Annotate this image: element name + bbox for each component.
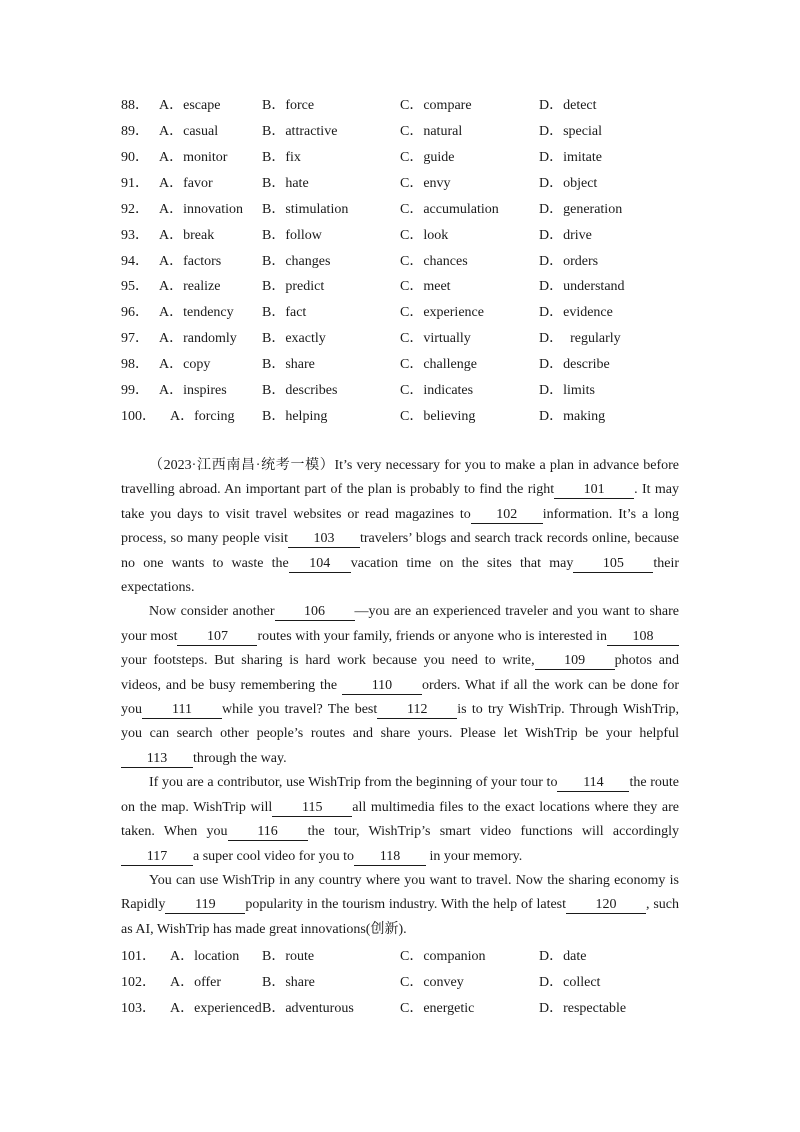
blank-116: 116 <box>228 824 308 841</box>
option-c: C．natural <box>400 124 463 139</box>
blank-104: 104 <box>289 556 351 573</box>
option-b: B．fix <box>262 150 301 165</box>
option-c: C．compare <box>400 98 472 113</box>
question-number: 94． <box>121 254 149 269</box>
option-d: D．date <box>539 949 587 964</box>
question-number: 103． <box>121 1001 156 1016</box>
blank-117: 117 <box>121 849 193 866</box>
passage-text: routes with your family, friends or anyone who is interested in <box>257 628 607 644</box>
option-d: D．respectable <box>539 1001 627 1016</box>
question-number: 91． <box>121 176 149 191</box>
option-a: A．offer <box>170 975 222 990</box>
option-c: C．meet <box>400 279 451 294</box>
question-number: 93． <box>121 228 149 243</box>
option-a: A．location <box>170 949 240 964</box>
passage-text: . It may take you days to visit travel websites or read magazines to <box>121 482 679 522</box>
passage-text: is to try WishTrip. Through WishTrip, you can search other people’s routes and share yours. Please let WishTrip be your helpful <box>121 702 679 742</box>
option-d: D．describe <box>539 357 610 372</box>
option-a: A．forcing <box>170 409 235 424</box>
blank-119: 119 <box>165 897 245 914</box>
passage-paragraph-4 <box>121 869 679 942</box>
option-c: C．convey <box>400 975 464 990</box>
option-b: B．exactly <box>262 331 326 346</box>
passage-text: popularity in the tourism industry. With the help of latest <box>245 897 567 913</box>
option-d: D．generation <box>539 202 623 217</box>
blank-105: 105 <box>573 556 653 573</box>
option-a: A．tendency <box>159 305 234 320</box>
passage-text: through the way. <box>193 750 287 766</box>
option-a: A．experienced <box>170 1001 262 1016</box>
question-number: 97． <box>121 331 149 346</box>
passage-text: , such as AI, WishTrip has made great innovations(创新). <box>121 897 679 937</box>
question-number: 100． <box>121 409 156 424</box>
blank-107: 107 <box>177 629 257 646</box>
option-c: C．experience <box>400 305 484 320</box>
question-number: 96． <box>121 305 149 320</box>
option-c: C．accumulation <box>400 202 499 217</box>
option-b: B．adventurous <box>262 1001 354 1016</box>
option-a: A．escape <box>159 98 221 113</box>
question-number: 90． <box>121 150 149 165</box>
cloze-passage <box>121 454 683 942</box>
option-d: D．object <box>539 176 598 191</box>
passage-text: the tour, WishTrip’s smart video functions will accordingly <box>307 824 679 840</box>
passage-text: your footsteps. But sharing is hard work because you need to write, <box>121 653 535 669</box>
option-a: A．copy <box>159 357 211 372</box>
question-number: 89． <box>121 124 149 139</box>
blank-112: 112 <box>377 702 457 719</box>
question-number: 98． <box>121 357 149 372</box>
question-number: 101． <box>121 949 156 964</box>
question-number: 95． <box>121 279 149 294</box>
option-a: A．factors <box>159 254 222 269</box>
option-a: A．casual <box>159 124 219 139</box>
option-d: D．special <box>539 124 602 139</box>
blank-118: 118 <box>354 849 426 866</box>
question-number: 102． <box>121 975 156 990</box>
option-b: B．force <box>262 98 315 113</box>
passage-text: their expectations. <box>121 555 679 596</box>
option-d: D．orders <box>539 254 599 269</box>
question-number: 92． <box>121 202 149 217</box>
blank-111: 111 <box>142 702 222 719</box>
option-b: B．predict <box>262 279 325 294</box>
option-d: D．collect <box>539 975 601 990</box>
passage-text: while you travel? The best <box>222 702 378 718</box>
passage-text: all multimedia files to the exact locations where they are taken. When you <box>121 799 679 840</box>
passage-text: in your memory. <box>425 848 523 864</box>
option-c: C．virtually <box>400 331 471 346</box>
option-c: C．believing <box>400 409 476 424</box>
option-d: D．imitate <box>539 150 602 165</box>
option-c: C．look <box>400 228 449 243</box>
blank-114: 114 <box>557 775 629 792</box>
blank-115: 115 <box>272 800 352 817</box>
option-d: D．limits <box>539 383 596 398</box>
option-a: A．randomly <box>159 331 237 346</box>
passage-paragraph-3 <box>121 771 679 869</box>
option-b: B．share <box>262 975 315 990</box>
option-d: D．making <box>539 409 606 424</box>
passage-text: —you are an experienced traveler and you want to share your most <box>121 604 679 644</box>
option-c: C．indicates <box>400 383 474 398</box>
passage-text: You can use WishTrip in any country where you want to travel. Now the sharing economy is Rapidly <box>121 872 679 913</box>
passage-text: vacation time on the sites that may <box>350 555 574 571</box>
passage-text: photos and videos, and be busy remembering the <box>121 653 683 693</box>
blank-110: 110 <box>342 678 422 695</box>
question-number: 88． <box>121 98 149 113</box>
option-b: B．fact <box>262 305 307 320</box>
blank-113: 113 <box>121 751 193 768</box>
blank-102: 102 <box>471 507 543 524</box>
option-d: D．detect <box>539 98 597 113</box>
option-a: A．inspires <box>159 383 227 398</box>
option-b: B．attractive <box>262 124 338 139</box>
option-c: C．companion <box>400 949 486 964</box>
option-b: B．describes <box>262 383 338 398</box>
passage-paragraph-1 <box>121 454 679 600</box>
option-c: C．chances <box>400 254 468 269</box>
option-b: B．changes <box>262 254 331 269</box>
option-b: B．hate <box>262 176 309 191</box>
option-b: B．share <box>262 357 315 372</box>
option-c: C．envy <box>400 176 451 191</box>
option-a: A．favor <box>159 176 213 191</box>
passage-text: information. It’s a long process, so many people visit <box>121 506 680 547</box>
blank-109: 109 <box>535 653 615 670</box>
option-d: D． regularly <box>539 331 621 346</box>
option-b: B．stimulation <box>262 202 349 217</box>
option-a: A．monitor <box>159 150 228 165</box>
passage-paragraph-2 <box>121 600 683 771</box>
blank-106: 106 <box>275 604 355 621</box>
option-b: B．route <box>262 949 315 964</box>
blank-101: 101 <box>554 482 634 499</box>
blank-120: 120 <box>566 897 646 914</box>
option-b: B．follow <box>262 228 322 243</box>
passage-text: travelers’ blogs and search track records online, because no one wants to waste the <box>121 531 679 571</box>
option-c: C．challenge <box>400 357 477 372</box>
blank-103: 103 <box>288 531 360 548</box>
option-c: C．energetic <box>400 1001 475 1016</box>
passage-text: orders. What if all the work can be done for you <box>121 677 679 718</box>
option-d: D．drive <box>539 228 592 243</box>
option-a: A．innovation <box>159 202 243 217</box>
passage-text: the route on the map. WishTrip will <box>121 775 679 815</box>
passage-text: （2023·江西南昌·统考一模）It’s very necessary for you to make a plan in advance before travelling abroad. An important part of the plan is probably to find the right <box>121 458 679 498</box>
blank-108: 108 <box>607 629 679 646</box>
option-c: C．guide <box>400 150 455 165</box>
option-a: A．break <box>159 228 215 243</box>
passage-text: If you are a contributor, use WishTrip from the beginning of your tour to <box>149 775 558 791</box>
question-number: 99． <box>121 383 149 398</box>
option-d: D．understand <box>539 279 625 294</box>
option-d: D．evidence <box>539 305 613 320</box>
passage-text: a super cool video for you to <box>193 848 354 864</box>
option-b: B．helping <box>262 409 328 424</box>
option-a: A．realize <box>159 279 221 294</box>
passage-text: Now consider another <box>149 604 275 620</box>
